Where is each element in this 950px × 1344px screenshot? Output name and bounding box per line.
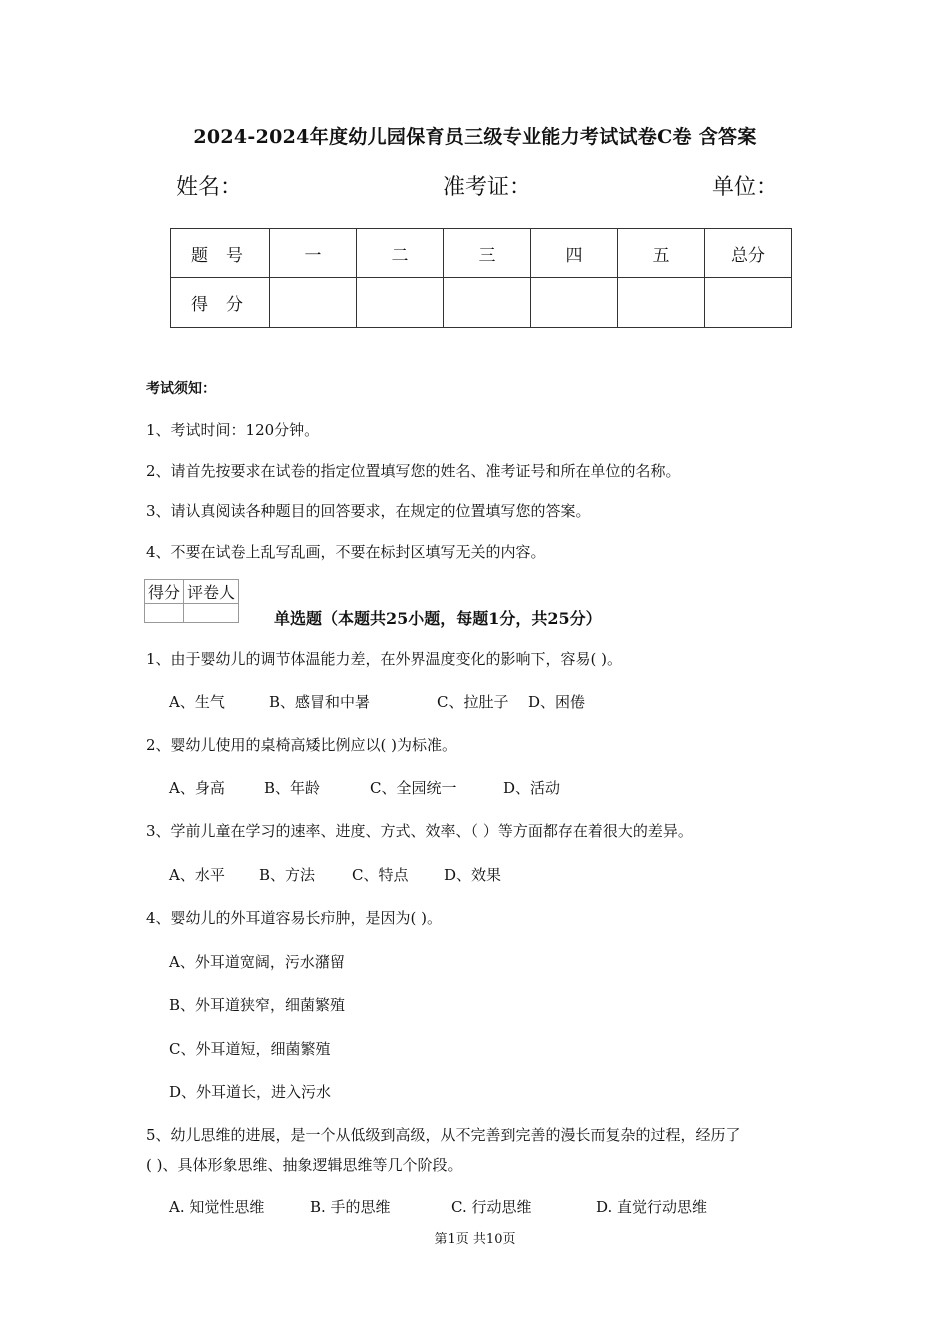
grader-reviewer-cell[interactable] [184, 604, 239, 623]
score-table-header-total: 总分 [705, 229, 792, 278]
score-table-header-2: 二 [357, 229, 444, 278]
question-3-options [169, 864, 501, 885]
question-2-option-a[interactable]: A、身高 [169, 779, 225, 797]
question-1-option-a[interactable]: A、生气 [169, 693, 225, 711]
grader-reviewer-label: 评卷人 [184, 580, 239, 604]
exam-title: 2024-2024年度幼儿园保育员三级专业能力考试试卷C卷 含答案 [193, 126, 757, 148]
question-2-options [169, 777, 560, 798]
question-1-option-d[interactable]: D、困倦 [528, 693, 586, 711]
question-4-text: 4、婴幼儿的外耳道容易长疖肿，是因为( )。 [146, 909, 443, 927]
section-title: 单选题（本题共25小题，每题1分，共25分） [274, 609, 602, 628]
question-1-option-b[interactable]: B、感冒和中暑 [269, 693, 371, 711]
question-3-option-c[interactable]: C、特点 [352, 866, 409, 884]
score-table-score-row [171, 278, 792, 328]
grader-box [144, 579, 239, 623]
question-4-option-d[interactable]: D、外耳道长，进入污水 [169, 1083, 332, 1101]
question-5-text-continued: ( )、具体形象思维、抽象逻辑思维等几个阶段。 [146, 1156, 463, 1174]
notice-title: 考试须知： [146, 381, 216, 397]
question-1-options [169, 691, 585, 712]
score-table-header-label: 题号 [171, 229, 270, 278]
question-5-options [169, 1196, 707, 1217]
question-2-option-d[interactable]: D、活动 [503, 779, 561, 797]
candidate-fields [0, 170, 950, 204]
score-cell-4[interactable] [531, 278, 618, 328]
unit-field-label: 单位： [712, 175, 779, 200]
page-footer: 第1页 共10页 [434, 1232, 516, 1247]
score-table-header-5: 五 [618, 229, 705, 278]
score-cell-1[interactable] [270, 278, 357, 328]
exam-id-field-label: 准考证： [443, 175, 532, 200]
question-2-option-c[interactable]: C、全园统一 [370, 779, 457, 797]
score-table-header-4: 四 [531, 229, 618, 278]
grader-score-cell[interactable] [145, 604, 184, 623]
question-3-option-d[interactable]: D、效果 [444, 866, 502, 884]
question-5-option-d[interactable]: D. 直觉行动思维 [596, 1198, 708, 1216]
grader-score-label: 得分 [145, 580, 184, 604]
question-4-option-b[interactable]: B、外耳道狭窄，细菌繁殖 [169, 996, 346, 1014]
notice-item-4: 4、不要在试卷上乱写乱画，不要在标封区填写无关的内容。 [146, 543, 546, 561]
score-cell-2[interactable] [357, 278, 444, 328]
score-cell-5[interactable] [618, 278, 705, 328]
score-table-header-row [171, 229, 792, 278]
score-table-header-1: 一 [270, 229, 357, 278]
question-3-text: 3、学前儿童在学习的速率、进度、方式、效率、（ ）等方面都存在着很大的差异。 [146, 822, 693, 840]
question-4-option-a[interactable]: A、外耳道宽阔，污水潴留 [169, 953, 345, 971]
question-5-option-a[interactable]: A. 知觉性思维 [169, 1198, 265, 1216]
name-field-label: 姓名： [176, 175, 243, 200]
notice-item-3: 3、请认真阅读各种题目的回答要求，在规定的位置填写您的答案。 [146, 502, 591, 520]
question-2-option-b[interactable]: B、年龄 [264, 779, 321, 797]
question-3-option-a[interactable]: A、水平 [169, 866, 225, 884]
question-2-text: 2、婴幼儿使用的桌椅高矮比例应以( )为标准。 [146, 736, 458, 754]
question-4-option-c[interactable]: C、外耳道短，细菌繁殖 [169, 1040, 331, 1058]
score-table-header-3: 三 [444, 229, 531, 278]
notice-item-1: 1、考试时间：120分钟。 [146, 421, 320, 439]
question-1-option-c[interactable]: C、拉肚子 [437, 693, 509, 711]
question-3-option-b[interactable]: B、方法 [259, 866, 316, 884]
question-5-option-b[interactable]: B. 手的思维 [310, 1198, 391, 1216]
question-5-option-c[interactable]: C. 行动思维 [451, 1198, 532, 1216]
notice-item-2: 2、请首先按要求在试卷的指定位置填写您的姓名、准考证号和所在单位的名称。 [146, 462, 681, 480]
score-table-row-label: 得分 [171, 278, 270, 328]
question-1-text: 1、由于婴幼儿的调节体温能力差，在外界温度变化的影响下，容易( )。 [146, 650, 623, 668]
score-cell-total[interactable] [705, 278, 792, 328]
score-cell-3[interactable] [444, 278, 531, 328]
score-table [170, 228, 792, 328]
question-5-text: 5、幼儿思维的进展，是一个从低级到高级，从不完善到完善的漫长而复杂的过程，经历了 [146, 1126, 741, 1144]
